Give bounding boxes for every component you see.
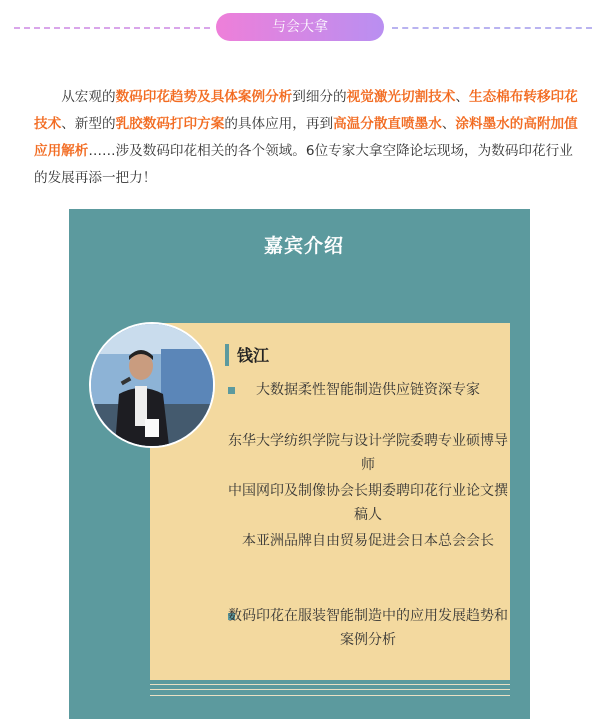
guest-title-2: 东华大学纺织学院与设计学院委聘专业硕博导师	[228, 433, 508, 473]
guest-photo	[89, 322, 215, 448]
intro-text: ……涉及数码印花相关的各个领域。6位专家大拿空降论坛现场，为数码印花行业的发展再添一把力！	[34, 143, 573, 186]
intro-text: 、	[441, 116, 456, 132]
intro-text: 的具体应用，再到	[224, 116, 334, 132]
guest-section-title: 嘉宾介绍	[263, 235, 344, 257]
guest-title-3: 中国网印及制像协会长期委聘印花行业论文撰稿人	[228, 483, 508, 523]
intro-text: 、新型的	[61, 116, 116, 132]
guest-title-4: 本亚洲品牌自由贸易促进会日本总会会长	[242, 533, 494, 549]
intro-highlight: 涂料墨水的高附加值应用解析	[34, 116, 578, 159]
guest-title-1: 大数据柔性智能制造供应链资深专家	[256, 382, 480, 398]
section-header: 与会大拿	[216, 13, 384, 41]
guest-topic: 数码印花在服装智能制造中的应用发展趋势和案例分析	[228, 608, 508, 648]
intro-text: 到细分的	[292, 89, 347, 105]
header-divider-right	[392, 27, 592, 29]
intro-paragraph	[34, 84, 582, 192]
intro-highlight: 高温分散直喷墨水	[333, 116, 442, 132]
card-decoration-lines	[150, 684, 510, 696]
intro-text: 从宏观的	[61, 89, 116, 105]
guest-name: 钱江	[237, 346, 270, 365]
intro-highlight: 视觉激光切割技术	[346, 89, 456, 105]
intro-highlight: 数码印花趋势及具体案例分析	[115, 89, 293, 105]
header-divider-left	[14, 27, 210, 29]
intro-highlight: 生态棉布转移印花技术	[34, 89, 578, 132]
name-accent-bar	[225, 344, 229, 366]
intro-text: 、	[455, 89, 469, 105]
intro-highlight: 乳胶数码打印方案	[115, 116, 225, 132]
